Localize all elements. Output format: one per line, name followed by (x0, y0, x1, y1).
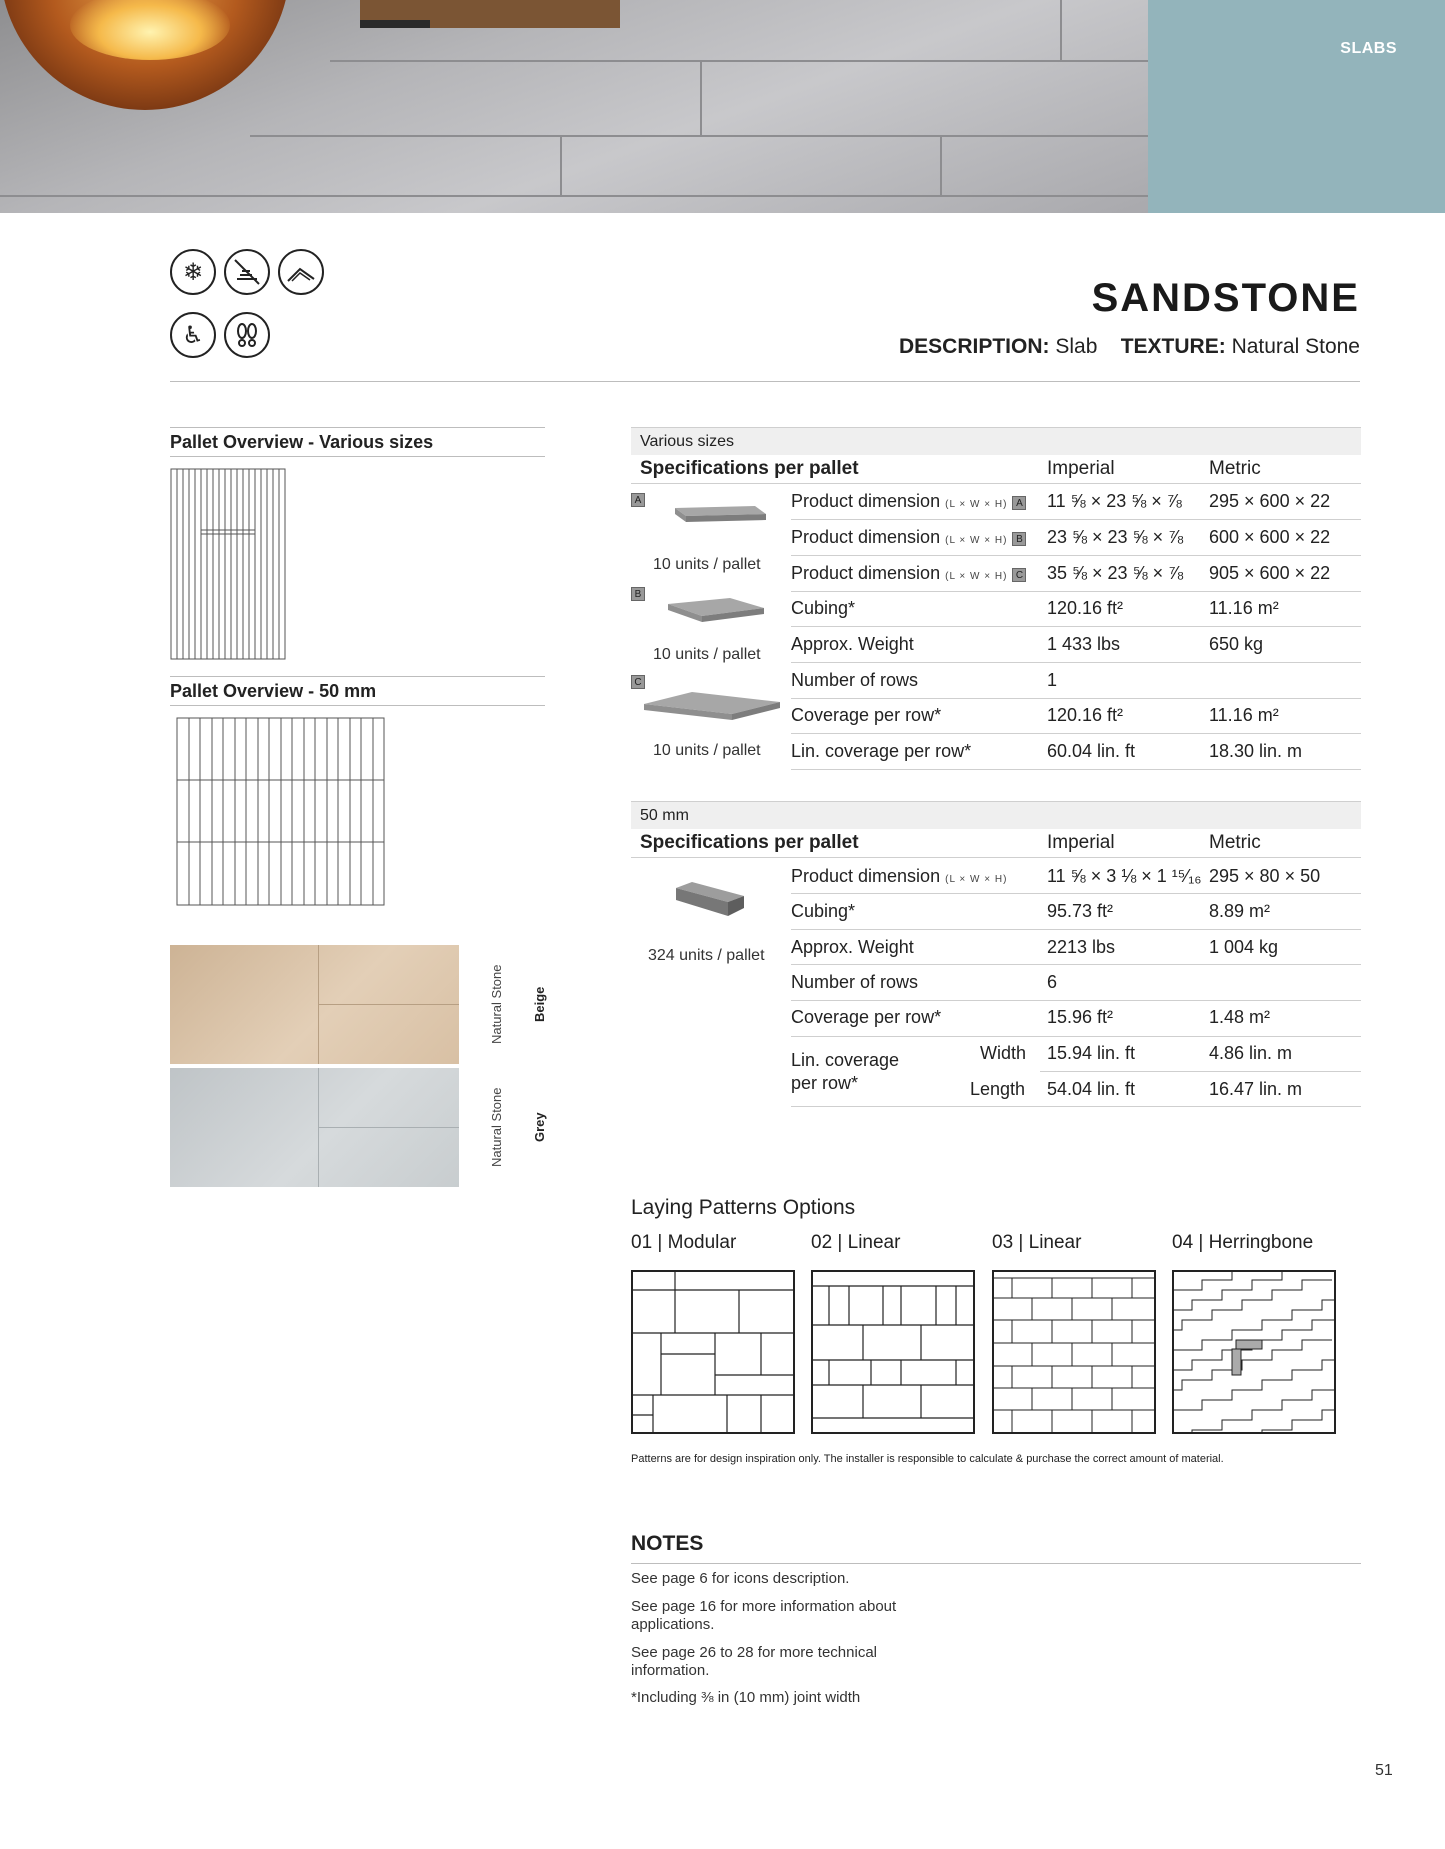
lin-coverage-label: per row* (791, 1073, 859, 1093)
row-imperial: 120.16 ft² (1047, 598, 1124, 618)
row-divider (791, 698, 1361, 699)
row-imperial: 60.04 lin. ft (1047, 741, 1136, 761)
row-divider (791, 1000, 1361, 1001)
pallet-diagram-various (170, 468, 287, 662)
imperial-header: Imperial (1047, 832, 1115, 853)
patterns-title: Laying Patterns Options (631, 1196, 856, 1219)
row-imperial: 15.96 ft² (1047, 1007, 1114, 1027)
notes-title: NOTES (631, 1532, 704, 1555)
paver-seam (330, 60, 1148, 62)
metric-header: Metric (1209, 458, 1261, 479)
hero-photo (0, 0, 1148, 213)
slab-c-image (640, 686, 782, 726)
tag-a: A (631, 493, 645, 507)
row-label: Approx. Weight (791, 937, 914, 957)
tag-c: C (631, 675, 645, 689)
row-label: Coverage per row* (791, 705, 942, 725)
note-item: *Including ⅜ in (10 mm) joint width (631, 1689, 861, 1706)
row-divider (791, 1106, 1361, 1107)
row-label: Product dimension (L × W × H) A (791, 491, 1026, 512)
description-value: Slab (1055, 335, 1098, 358)
row-imperial: 11 ⅝ × 3 ⅛ × 1 ¹⁵⁄₁₆ (1047, 866, 1202, 886)
swatch-grey (170, 1068, 459, 1187)
row-metric: 295 × 80 × 50 (1209, 866, 1321, 886)
row-metric: 8.89 m² (1209, 901, 1271, 921)
row-divider (631, 857, 1361, 858)
row-label: Cubing* (791, 901, 856, 921)
pattern-label: 03 | Linear (992, 1232, 1082, 1253)
divider (631, 1563, 1361, 1564)
row-metric: 295 × 600 × 22 (1209, 491, 1331, 511)
row-divider (791, 555, 1361, 556)
divider (170, 381, 1360, 382)
row-imperial: 2213 lbs (1047, 937, 1116, 957)
row-imperial: 1 (1047, 670, 1058, 690)
page-number: 51 (1375, 1762, 1393, 1779)
row-divider (791, 964, 1361, 965)
paver-seam (560, 135, 562, 195)
description-label: DESCRIPTION (898, 335, 1043, 358)
row-divider (791, 769, 1361, 770)
row-divider (791, 519, 1361, 520)
note-item: See page 6 for icons description. (631, 1570, 850, 1587)
paver-seam (700, 60, 702, 135)
units-per-pallet: 10 units / pallet (653, 556, 761, 573)
product-meta: DESCRIPTION: Slab TEXTURE: Natural Stone (898, 335, 1360, 358)
row-label: Product dimension (L × W × H) B (791, 527, 1026, 548)
row-imperial: 1 433 lbs (1047, 634, 1121, 654)
row-metric: 600 × 600 × 22 (1209, 527, 1331, 547)
row-label: Approx. Weight (791, 634, 914, 654)
units-per-pallet: 10 units / pallet (653, 742, 761, 759)
paver-seam (940, 135, 942, 195)
wheelchair-icon: ♿ (170, 312, 216, 358)
swatch-texture: Natural Stone (489, 1087, 504, 1167)
bench-leg (360, 20, 430, 28)
row-label: Coverage per row* (791, 1007, 942, 1027)
swatch-beige (170, 945, 459, 1064)
pallet-overview-various-title: Pallet Overview - Various sizes (170, 427, 545, 457)
row-divider (1040, 1071, 1361, 1072)
spec-header: Specifications per pallet (640, 458, 859, 479)
footsteps-icon (224, 312, 270, 358)
imperial-header: Imperial (1047, 458, 1115, 479)
mm50-header: 50 mm (631, 801, 1361, 829)
row-divider (791, 662, 1361, 663)
units-per-pallet: 324 units / pallet (648, 947, 765, 964)
metric-header: Metric (1209, 832, 1261, 853)
row-metric: 11.16 m² (1209, 598, 1279, 618)
row-imperial: 23 ⅝ × 23 ⅝ × ⅞ (1047, 527, 1184, 547)
block-50mm-image (672, 878, 748, 922)
row-divider (791, 733, 1361, 734)
row-metric: 4.86 lin. m (1209, 1043, 1293, 1063)
pattern-label: 04 | Herringbone (1172, 1232, 1314, 1253)
row-imperial: 15.94 lin. ft (1047, 1043, 1136, 1063)
row-imperial: 95.73 ft² (1047, 901, 1114, 921)
tag-b: B (631, 587, 645, 601)
slope-terrain-icon (278, 249, 324, 295)
row-divider (791, 626, 1361, 627)
lin-sub-label: Width (980, 1043, 1027, 1063)
row-divider (791, 1036, 1361, 1037)
row-divider (791, 929, 1361, 930)
row-metric: 905 × 600 × 22 (1209, 563, 1331, 583)
units-per-pallet: 10 units / pallet (653, 646, 761, 663)
row-label: Product dimension (L × W × H) (791, 866, 1008, 886)
row-metric: 18.30 lin. m (1209, 741, 1303, 761)
swatch-name: Beige (532, 986, 547, 1022)
paver-seam (0, 195, 1148, 197)
row-metric: 16.47 lin. m (1209, 1079, 1303, 1099)
row-imperial: 35 ⅝ × 23 ⅝ × ⅞ (1047, 563, 1184, 583)
swatch-texture: Natural Stone (489, 964, 504, 1044)
section-label: SLABS (1340, 40, 1397, 57)
pattern-label: 02 | Linear (811, 1232, 901, 1253)
various-sizes-header: Various sizes (631, 427, 1361, 455)
pattern-herringbone (1172, 1270, 1336, 1434)
pattern-linear-a (811, 1270, 975, 1434)
row-divider (631, 483, 1361, 484)
pattern-linear-b (992, 1270, 1156, 1434)
patterns-disclaimer: Patterns are for design inspiration only. The installer is responsible to calculate & purchase the correct amount of material. (631, 1453, 1224, 1465)
slab-b-image (660, 592, 770, 628)
lin-sub-label: Length (970, 1079, 1026, 1099)
row-metric: 1 004 kg (1209, 937, 1279, 957)
pattern-label: 01 | Modular (631, 1232, 737, 1253)
row-imperial: 11 ⅝ × 23 ⅝ × ⅞ (1047, 491, 1182, 511)
paver-seam (250, 135, 1148, 137)
swatch-name: Grey (532, 1112, 547, 1142)
row-label: Lin. coverage per row* (791, 741, 972, 761)
snowflake-icon: ❄ (170, 249, 216, 295)
row-metric: 11.16 m² (1209, 705, 1279, 725)
note-item: See page 16 for more information about applications. (631, 1598, 897, 1633)
lin-coverage-label: Lin. coverage (791, 1050, 900, 1070)
row-metric: 650 kg (1209, 634, 1264, 654)
no-deicing-salt-icon (224, 249, 270, 295)
texture-label: TEXTURE (1120, 335, 1219, 358)
row-imperial: 6 (1047, 972, 1058, 992)
paver-seam (1060, 0, 1062, 60)
pallet-diagram-50mm (176, 717, 386, 907)
row-imperial: 120.16 ft² (1047, 705, 1124, 725)
slab-a-image (670, 500, 770, 530)
pallet-overview-50mm-title: Pallet Overview - 50 mm (170, 676, 545, 706)
note-item: See page 26 to 28 for more technical information. (631, 1644, 877, 1679)
product-title: SANDSTONE (1091, 276, 1360, 320)
row-label: Number of rows (791, 972, 919, 992)
row-imperial: 54.04 lin. ft (1047, 1079, 1136, 1099)
pattern-modular (631, 1270, 795, 1434)
row-label: Cubing* (791, 598, 856, 618)
row-divider (791, 893, 1361, 894)
section-tab (1148, 0, 1445, 213)
row-metric: 1.48 m² (1209, 1007, 1271, 1027)
row-label: Number of rows (791, 670, 919, 690)
texture-value: Natural Stone (1231, 335, 1360, 358)
row-label: Product dimension (L × W × H) C (791, 563, 1026, 584)
row-divider (791, 591, 1361, 592)
spec-header: Specifications per pallet (640, 832, 859, 853)
